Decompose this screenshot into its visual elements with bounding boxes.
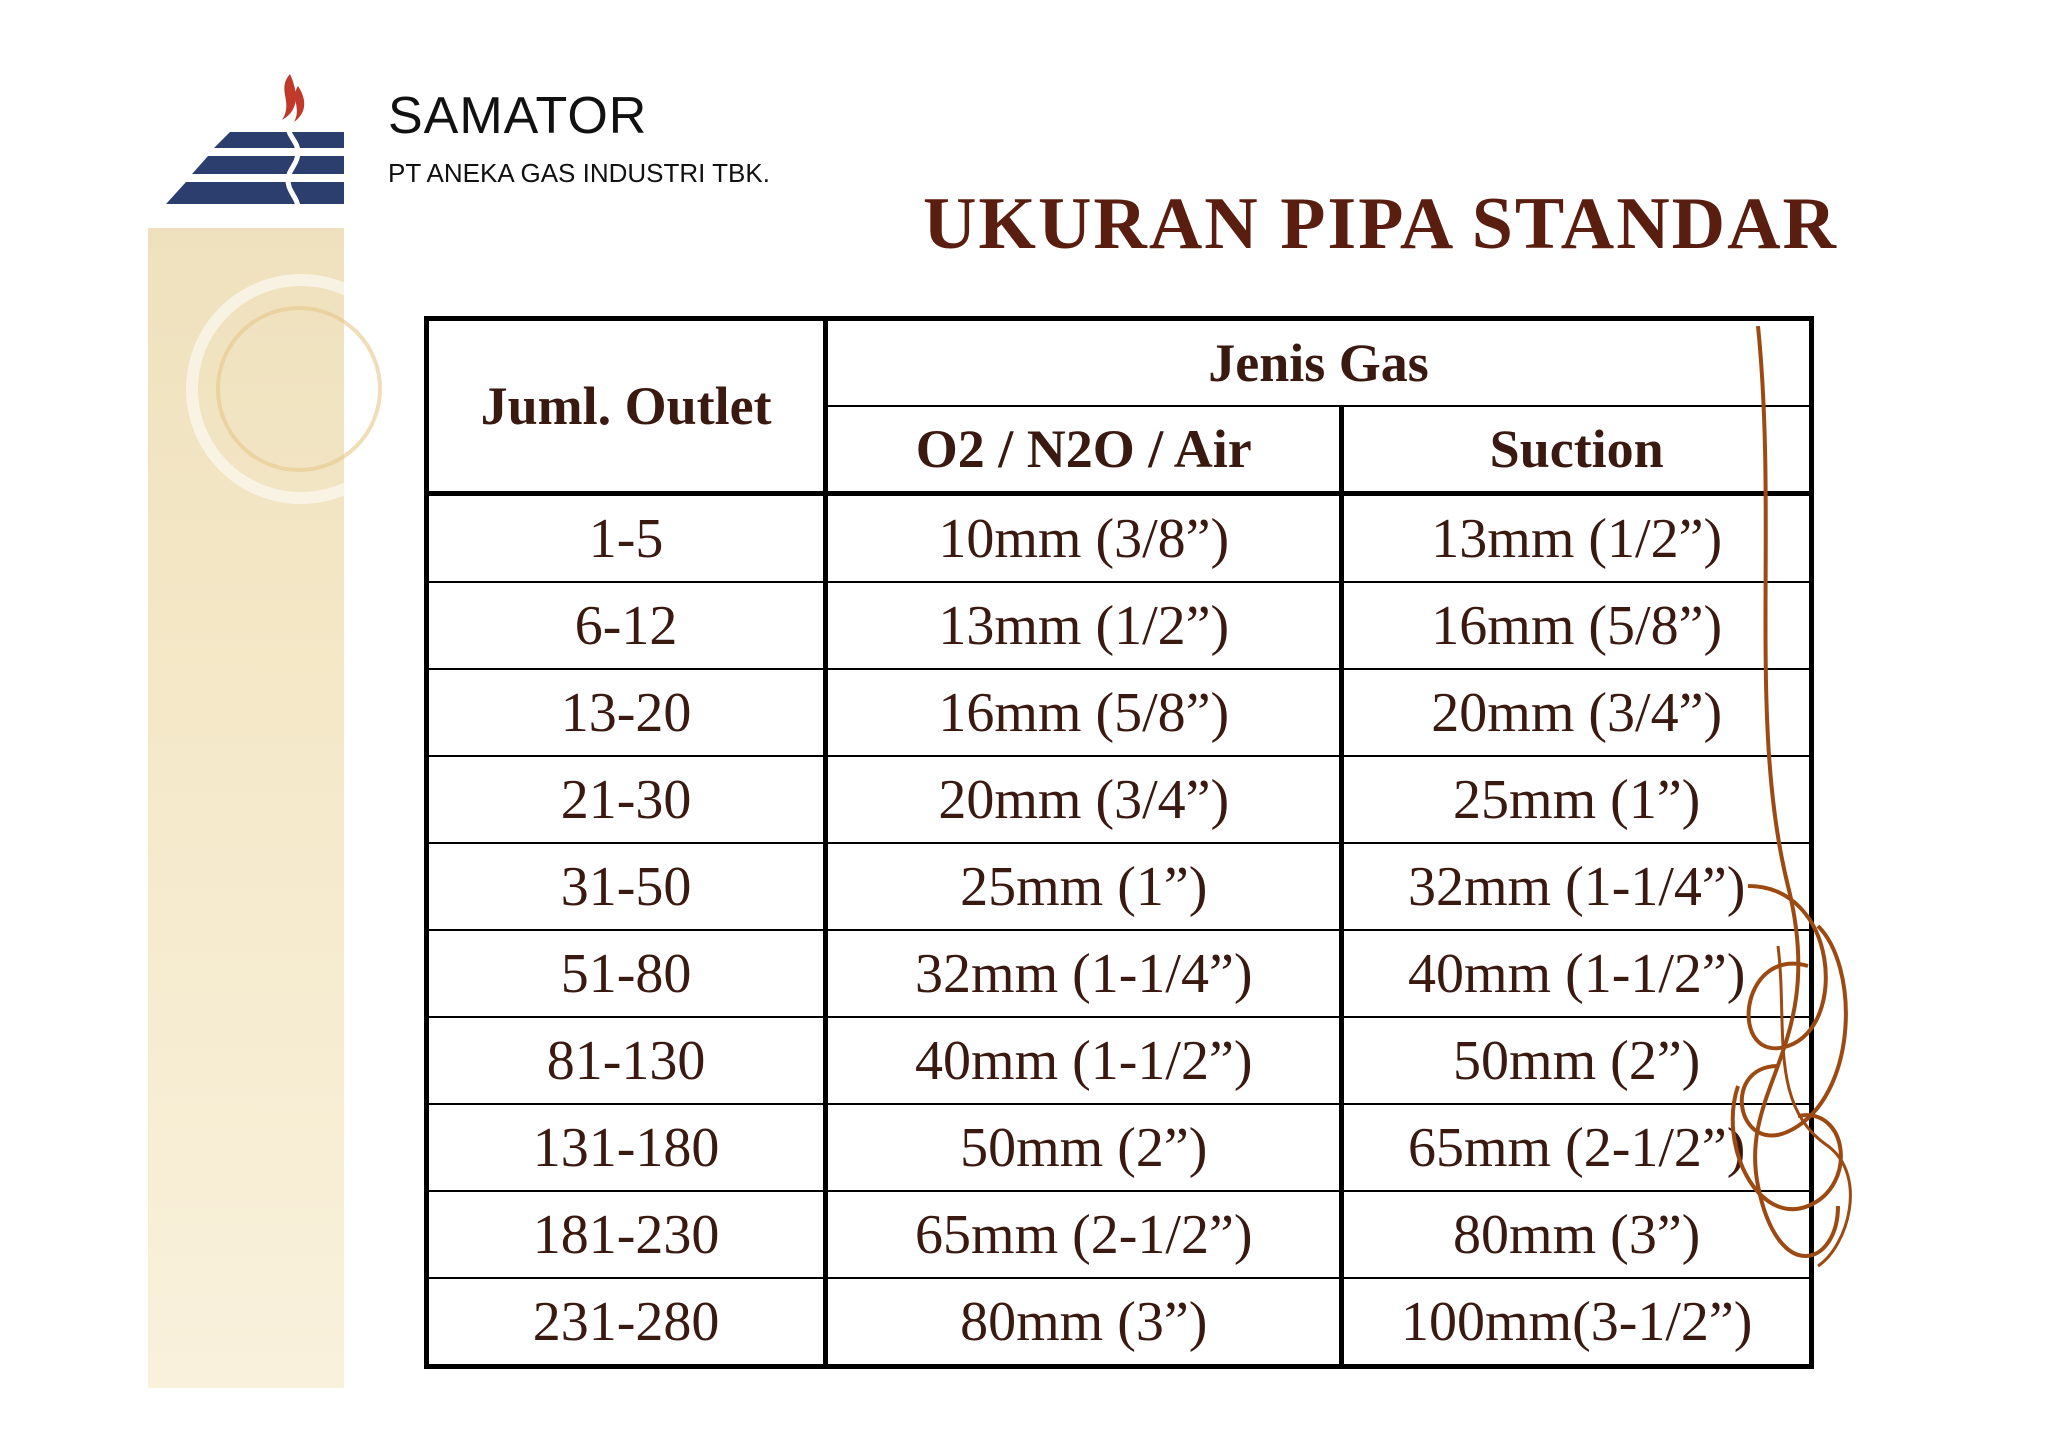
- pipe-size-table: [424, 316, 1814, 1369]
- cell-outlet: 131-180: [427, 1104, 826, 1191]
- company-name: PT ANEKA GAS INDUSTRI TBK.: [388, 158, 770, 188]
- table-row: [427, 843, 1812, 930]
- cell-o2: 80mm (3”): [826, 1278, 1342, 1367]
- cell-outlet: 13-20: [427, 669, 826, 756]
- table-row: [427, 1278, 1812, 1367]
- cell-suction: 50mm (2”): [1342, 1017, 1812, 1104]
- cell-suction: 16mm (5/8”): [1342, 582, 1812, 669]
- cell-suction: 20mm (3/4”): [1342, 669, 1812, 756]
- cell-suction: 40mm (1-1/2”): [1342, 930, 1812, 1017]
- cell-o2: 20mm (3/4”): [826, 756, 1342, 843]
- cell-o2: 50mm (2”): [826, 1104, 1342, 1191]
- cell-outlet: 81-130: [427, 1017, 826, 1104]
- cell-o2: 25mm (1”): [826, 843, 1342, 930]
- slide: [148, 62, 1908, 1388]
- table-row: [427, 1017, 1812, 1104]
- header-gas-type: Jenis Gas: [826, 319, 1812, 407]
- cell-suction: 13mm (1/2”): [1342, 494, 1812, 583]
- cell-o2: 16mm (5/8”): [826, 669, 1342, 756]
- cell-outlet: 231-280: [427, 1278, 826, 1367]
- cell-suction: 100mm(3-1/2”): [1342, 1278, 1812, 1367]
- cell-suction: 32mm (1-1/4”): [1342, 843, 1812, 930]
- table-row: [427, 756, 1812, 843]
- cell-suction: 65mm (2-1/2”): [1342, 1104, 1812, 1191]
- cell-o2: 32mm (1-1/4”): [826, 930, 1342, 1017]
- header-o2: O2 / N2O / Air: [826, 406, 1342, 494]
- header-suction: Suction: [1342, 406, 1812, 494]
- cell-outlet: 6-12: [427, 582, 826, 669]
- brand-name: SAMATOR: [388, 87, 648, 145]
- cell-o2: 13mm (1/2”): [826, 582, 1342, 669]
- cell-suction: 25mm (1”): [1342, 756, 1812, 843]
- cell-o2: 65mm (2-1/2”): [826, 1191, 1342, 1278]
- header-outlet: Juml. Outlet: [427, 319, 826, 494]
- table-row: [427, 1104, 1812, 1191]
- cell-o2: 40mm (1-1/2”): [826, 1017, 1342, 1104]
- page-title: UKURAN PIPA STANDAR: [922, 183, 1838, 265]
- table-row: [427, 1191, 1812, 1278]
- table-row: [427, 669, 1812, 756]
- cell-outlet: 31-50: [427, 843, 826, 930]
- samator-logo-icon: [148, 62, 348, 232]
- cell-outlet: 21-30: [427, 756, 826, 843]
- cell-outlet: 181-230: [427, 1191, 826, 1278]
- cell-outlet: 51-80: [427, 930, 826, 1017]
- cell-suction: 80mm (3”): [1342, 1191, 1812, 1278]
- table-row: [427, 494, 1812, 583]
- table-row: [427, 582, 1812, 669]
- cell-outlet: 1-5: [427, 494, 826, 583]
- table-row: [427, 930, 1812, 1017]
- cell-o2: 10mm (3/8”): [826, 494, 1342, 583]
- decorative-ring-inner: [216, 306, 382, 472]
